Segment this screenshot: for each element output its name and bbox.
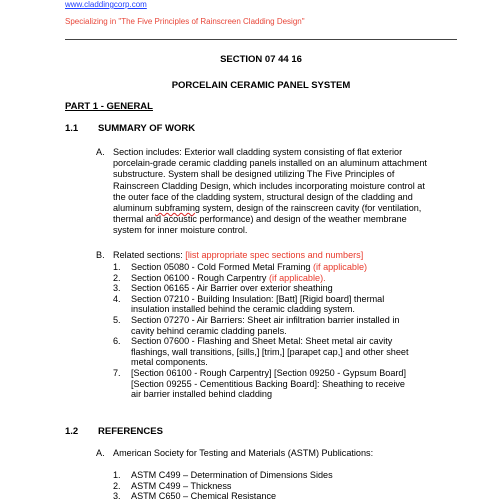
header-divider — [65, 39, 457, 40]
paragraph-letter: A. — [96, 147, 105, 157]
heading-number: 1.1 — [65, 123, 79, 134]
paragraph-letter: B. — [96, 250, 105, 260]
heading-title: SUMMARY OF WORK — [98, 123, 196, 134]
paragraph-text: Section includes: Exterior wall cladding system consisting of flat exterior porcelain-grade ceramic cladding panels installed on an aluminum attachment substructure. System shall be designed utilizing The Five Principles of Rainscreen Cladding Design, which includes incorporating moisture control at the outer face of the cladding system, structural design of the cladding and aluminum — [113, 147, 427, 214]
section-number: SECTION 07 44 16 — [220, 54, 302, 65]
list-text: ASTM C499 – Determination of Dimensions Sides — [131, 470, 333, 480]
list-item — [113, 294, 413, 315]
list-item — [113, 491, 413, 500]
paragraph-body: American Society for Testing and Materials (ASTM) Publications: — [113, 448, 374, 458]
list-item — [113, 368, 413, 400]
company-url-link[interactable]: www.claddingcorp.com — [65, 0, 147, 9]
part-heading: PART 1 - GENERAL — [65, 101, 153, 112]
list-item — [113, 481, 413, 492]
list-number: 6. — [113, 336, 121, 347]
astm-list — [113, 470, 413, 500]
list-text: Section 07270 - Air Barriers: Sheet air infiltration barrier installed in cavity behind ceramic cladding panels. — [131, 314, 400, 336]
paragraph-body — [113, 250, 431, 261]
paragraph-text: Related sections: — [113, 250, 186, 260]
list-item — [113, 273, 413, 284]
editor-note: (if applicable) — [312, 262, 368, 272]
heading-number: 1.2 — [65, 426, 79, 437]
list-item — [113, 470, 413, 481]
editor-note: (if applicable). — [269, 272, 326, 283]
list-text: Section 05080 - Cold Formed Metal Framing — [131, 262, 313, 272]
list-text: [Section 06100 - Rough Carpentry] [Section 09250 - Gypsum Board] [Section 09255 - Cementitious Backing Board]: Sheathing to receive air barrier installed behind cladding — [131, 367, 406, 400]
list-item — [113, 315, 413, 336]
heading-title: REFERENCES — [98, 426, 163, 437]
list-number: 4. — [113, 293, 121, 304]
related-sections-list — [113, 262, 413, 400]
list-text: Section 06100 - Rough Carpentry — [131, 272, 270, 283]
list-text: Section 07210 - Building Insulation: [Batt] [Rigid board] thermal insulation installed behind the ceramic cladding system. — [131, 293, 385, 315]
list-number: 3. — [113, 491, 121, 500]
list-item — [113, 283, 413, 294]
paragraph-letter: A. — [96, 448, 105, 458]
list-number: 7. — [113, 367, 121, 378]
section-title: PORCELAIN CERAMIC PANEL SYSTEM — [171, 80, 351, 91]
list-number: 2. — [113, 272, 121, 283]
list-text: Section 06165 - Air Barrier over exterior sheathing — [131, 283, 333, 294]
editor-note: [list appropriate spec sections and numbers] — [185, 250, 364, 260]
list-text: ASTM C499 – Thickness — [131, 480, 232, 491]
list-number: 1. — [113, 262, 121, 272]
list-item — [113, 262, 413, 273]
list-text: Section 07600 - Flashing and Sheet Metal: Sheet metal air cavity flashings, wall transitions, [sills,] [trim,] [parapet cap,] and other sheet metal components. — [131, 336, 409, 368]
list-number: 1. — [113, 470, 121, 480]
spellcheck-word: subframing — [154, 203, 200, 214]
list-number: 2. — [113, 480, 121, 491]
list-item — [113, 336, 413, 368]
list-number: 5. — [113, 314, 121, 325]
paragraph-text: system, design of the rainscreen cavity (for ventilation, thermal and acoustic performance) and design of the weather membrane system for inner moisture control. — [113, 203, 422, 236]
list-number: 3. — [113, 283, 121, 294]
paragraph-body — [113, 147, 431, 237]
company-tagline: Specializing in "The Five Principles of Rainscreen Cladding Design" — [65, 17, 305, 26]
list-text: ASTM C650 – Chemical Resistance — [131, 491, 277, 500]
